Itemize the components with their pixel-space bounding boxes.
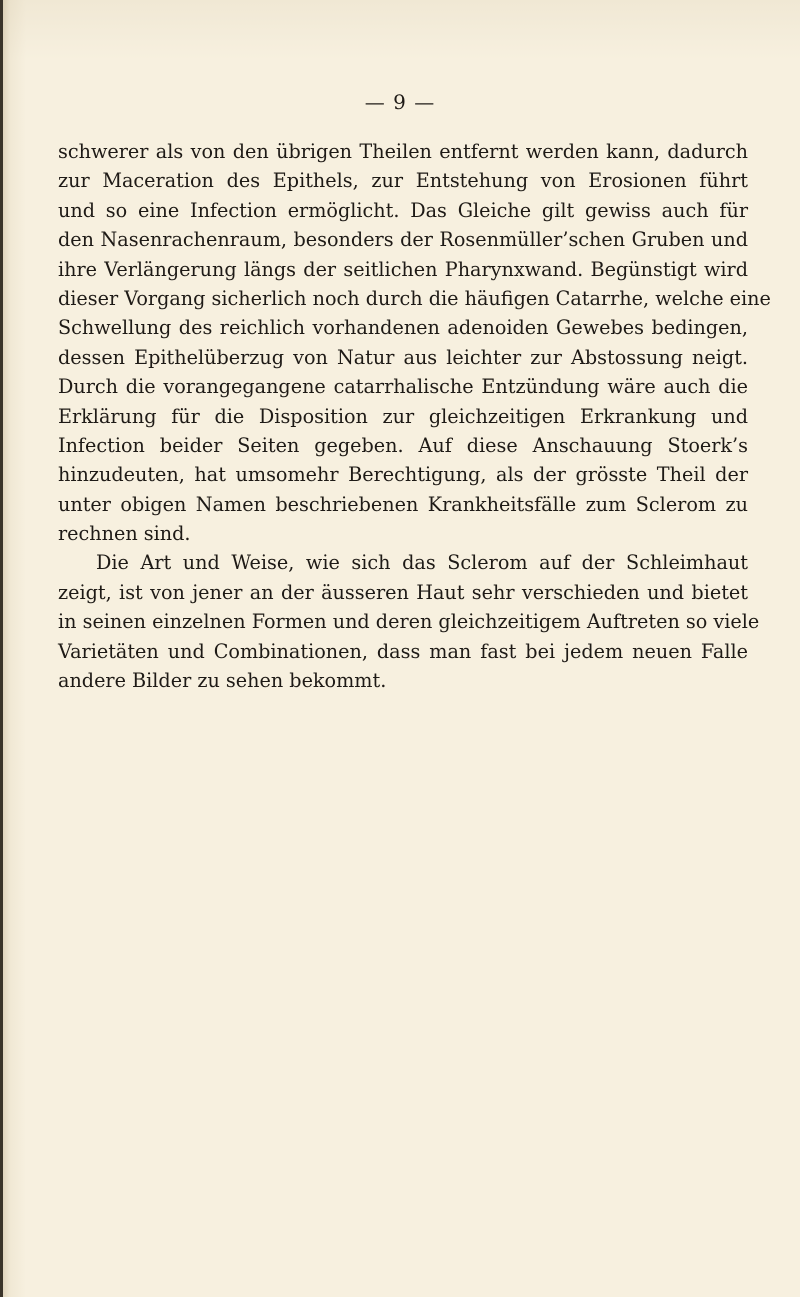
text-line: ihre Verlängerung längs der seitlichen Pharynxwand. Begünstigt wird <box>58 257 748 281</box>
paragraph-end-line: rechnen sind. <box>58 522 191 546</box>
text-line: dessen Epithelüberzug von Natur aus leichter zur Abstossung neigt. <box>58 345 748 369</box>
page-number: — 9 — <box>364 90 436 114</box>
text-line: Schwellung des reichlich vorhandenen adenoiden Gewebes bedingen, <box>58 316 748 340</box>
text-line: Infection beider Seiten gegeben. Auf diese Anschauung Stoerk’s <box>58 433 748 457</box>
text-line: dieser Vorgang sicherlich noch durch die häufigen Catarrhe, welche eine <box>58 286 771 310</box>
text-line: unter obigen Namen beschriebenen Krankheitsfälle zum Sclerom zu <box>58 492 748 516</box>
text-line: in seinen einzelnen Formen und deren gleichzeitigem Auftreten so viele <box>58 610 760 634</box>
paragraph-end-line: andere Bilder zu sehen bekommt. <box>58 669 387 693</box>
text-line: Erklärung für die Disposition zur gleichzeitigen Erkrankung und <box>58 404 748 428</box>
text-line: den Nasenrachenraum, besonders der Rosenmüller’schen Gruben und <box>58 228 748 252</box>
text-line: hinzudeuten, hat umsomehr Berechtigung, als der grösste Theil der <box>58 463 748 487</box>
text-line: zeigt, ist von jener an der äusseren Haut sehr verschieden und bietet <box>58 580 748 604</box>
page-binding-edge <box>0 0 3 1297</box>
text-line: schwerer als von den übrigen Theilen entfernt werden kann, dadurch <box>58 140 748 163</box>
text-line: Durch die vorangegangene catarrhalische Entzündung wäre auch die <box>58 375 748 399</box>
text-line: zur Maceration des Epithels, zur Entstehung von Erosionen führt <box>58 169 748 193</box>
paragraph-start-line: Die Art und Weise, wie sich das Sclerom auf der Schleimhaut <box>96 551 748 575</box>
text-line: und so eine Infection ermöglicht. Das Gleiche gilt gewiss auch für <box>58 198 748 222</box>
body-text <box>58 137 771 695</box>
text-line: Varietäten und Combinationen, dass man fast bei jedem neuen Falle <box>58 639 748 663</box>
